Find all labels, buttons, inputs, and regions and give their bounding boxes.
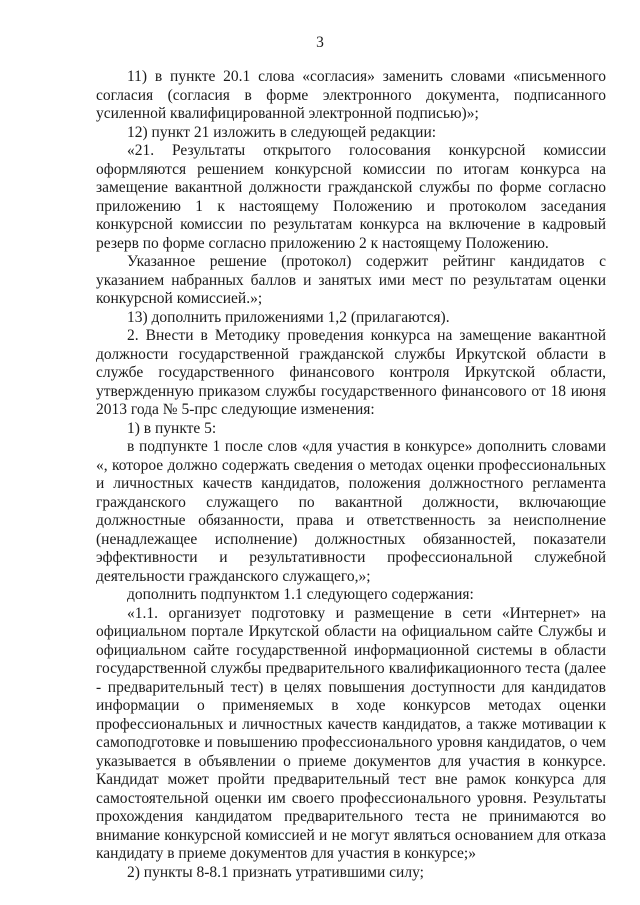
paragraph-subpoint-1: в подпункте 1 после слов «для участия в конкурсе» дополнить словами «, которое должно содержать сведения о методах оценки профессиональных и личностных качеств кандидатов, положения должностного регламента гражданского служащего по вакантной должности, включающие должностные обязанности, права и ответственность за неисполнение (ненадлежащее исполнение) должностных обязанностей, показатели эффективности и результативности профессиональной служебной деятельности гражданского служащего,»;	[96, 438, 606, 585]
paragraph-decision-rating: Указанное решение (протокол) содержит рейтинг кандидатов с указанием набранных баллов и занятых ими мест по результатам оценки конкурсной комиссией.»;	[96, 253, 606, 307]
paragraph-item-13: 13) дополнить приложениями 1,2 (прилагаются).	[127, 308, 450, 326]
paragraph-quote-21: «21. Результаты открытого голосования конкурсной комиссии оформляются решением конкурсной комиссии по итогам конкурса на замещение вакантной должности гражданской службы по форме согласно приложению 1 к настоящему Положению и протоколом заседания конкурсной комиссии по результатам конкурса на включение в кадровый резерв по форме согласно приложению 2 к настоящему Положению.	[96, 142, 606, 252]
paragraph-add-subpoint: дополнить подпунктом 1.1 следующего содержания:	[127, 586, 474, 603]
paragraph-point-5: 1) в пункте 5:	[127, 419, 217, 437]
paragraph-item-12: 12) пункт 21 изложить в следующей редакции:	[127, 123, 437, 141]
page-number: 3	[316, 34, 324, 51]
paragraph-points-8: 2) пункты 8-8.1 признать утратившими силу;	[127, 863, 424, 881]
paragraph-item-11: 11) в пункте 20.1 слова «согласия» заменить словами «письменного согласия (согласия в форме электронного документа, подписанного усиленной квалифицированной электронной подписью)»;	[96, 68, 606, 122]
paragraph-section-2: 2. Внести в Методику проведения конкурса на замещение вакантной должности государственной гражданской службы Иркутской области в службе государственного финансового контроля Иркутской области, утвержденную приказом службы государственного финансового от 18 июня 2013 года № 5-прс следующие изменения:	[96, 327, 606, 418]
document-body	[96, 68, 606, 882]
paragraph-quote-1-1: «1.1. организует подготовку и размещение в сети «Интернет» на официальном портале Иркутской области на официальном сайте Службы и официальном сайте государственной информационной системы в области государственной службы предварительного квалификационного теста (далее - предварительный тест) в целях повышения доступности для кандидатов информации о применяемых в ходе конкурсов методах оценки профессиональных и личностных качеств кандидатов, а также мотивации к самоподготовке и повышению профессионального уровня кандидатов, о чем указывается в объявлении о приеме документов для участия в конкурсе. Кандидат может пройти предварительный тест вне рамок конкурса для самостоятельной оценки им своего профессионального уровня. Результаты прохождения кандидатом предварительного теста не принимаются во внимание конкурсной комиссией и не могут являться основанием для отказа кандидату в приеме документов для участия в конкурсе;»	[96, 604, 606, 862]
